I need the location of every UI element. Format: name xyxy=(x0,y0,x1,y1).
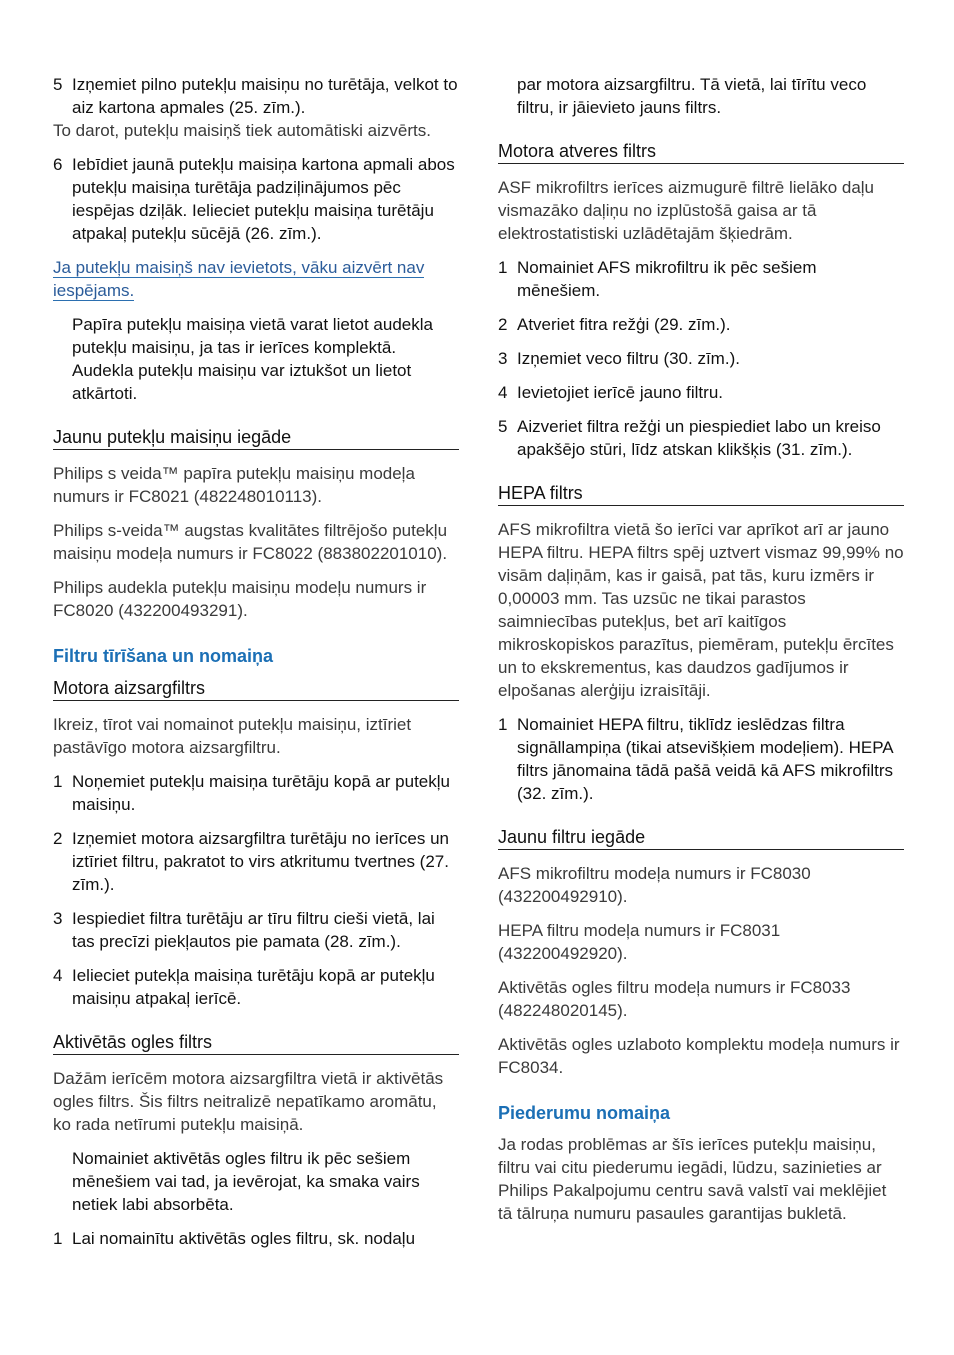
outlet-step-3 xyxy=(498,347,904,370)
outlet-step-4 xyxy=(498,381,904,404)
motor-filter-intro: Ikreiz, tīrot vai nomainot putekļu maisiņu, iztīriet pastāvīgo motora aizsargfiltru. xyxy=(53,715,412,757)
hepa-step-1 xyxy=(498,713,904,805)
step-text: Atveriet fitra režģi (29. zīm.). xyxy=(517,315,731,334)
outlet-filter-intro: ASF mikrofiltrs ierīces aizmugurē filtrē lielāko daļu vismazāko daļiņu no izplūstošā gaisa ar tā elektrostatistiski uzlādētajām šķiedrām. xyxy=(498,178,875,243)
step-number: 4 xyxy=(498,383,508,402)
step-number: 3 xyxy=(498,349,508,368)
motor-step-3 xyxy=(53,907,459,953)
outlet-step-5 xyxy=(498,415,904,461)
step-text: Nomainiet HEPA filtru, tiklīdz ieslēdzas filtra signāllampiņa (tikai atsevišķiem modeļiem). HEPA filtrs jānomaina tādā pašā veidā kā AFS mikrofiltrs (32. zīm.). xyxy=(517,715,894,803)
step-text: Ielieciet putekļa maisiņa turētāju kopā ar putekļu maisiņu atpakaļ ierīcē. xyxy=(72,966,435,1008)
accessories-text: Ja rodas problēmas ar šīs ierīces putekļu maisiņu, filtru vai citu piederumu iegādi, lūdzu, sazinieties ar Philips Pakalpojumu centru savā valstī vai meklējiet tā tālruņa numuru pasaules garantijas bukletā. xyxy=(498,1135,887,1223)
step-number: 1 xyxy=(498,715,508,734)
bag-auto-close-text: To darot, putekļu maisiņš tiek automātiski aizvērts. xyxy=(53,121,431,140)
step-text: Ievietojiet ierīcē jauno filtru. xyxy=(517,383,723,402)
step-number: 1 xyxy=(498,258,508,277)
warning-underlined: Ja putekļu maisiņš nav ievietots, vāku aizvērt nav iespējams. xyxy=(53,258,425,300)
left-column xyxy=(53,73,459,1261)
step-number: 4 xyxy=(53,966,63,985)
step-text: Aizveriet filtra režģi un piespiediet labo un kreiso apakšējo stūri, līdz atskan klikšķis (31. zīm.). xyxy=(517,417,881,459)
section-title-accessories: Piederumu nomaiņa xyxy=(498,1103,671,1123)
motor-step-1 xyxy=(53,770,459,816)
step-text: Izņemiet motora aizsargfiltra turētāju no ierīces un iztīriet filtru, pakratot to virs atkritumu tvertnes (27. zīm.). xyxy=(72,829,450,894)
step-text: Izņemiet pilno putekļu maisiņu no turētāja, velkot to aiz kartona apmales (25. zīm.). xyxy=(72,75,458,117)
bag-model-1: Philips s veida™ papīra putekļu maisiņu modeļa numurs ir FC8021 (482248010113). xyxy=(53,464,415,506)
step-text: Iespiediet filtra turētāju ar tīru filtru cieši vietā, lai tas precīzi piekļautos pie pamata (28. zīm.). xyxy=(72,909,435,951)
step-number: 2 xyxy=(53,829,63,848)
step-number: 1 xyxy=(53,1229,63,1248)
heading-hepa-filter: HEPA filtrs xyxy=(498,481,904,506)
carbon-step-continuation: par motora aizsargfiltru. Tā vietā, lai tīrītu veco filtru, ir jāievieto jauns filtrs. xyxy=(517,75,867,117)
step-number: 3 xyxy=(53,909,63,928)
motor-step-4 xyxy=(53,964,459,1010)
filter-model-1: AFS mikrofiltru modeļa numurs ir FC8030 (432200492910). xyxy=(498,864,811,906)
filter-model-2: HEPA filtru modeļa numurs ir FC8031 (432200492920). xyxy=(498,921,781,963)
outlet-step-2 xyxy=(498,313,904,336)
heading-carbon-filter: Aktivētās ogles filtrs xyxy=(53,1030,459,1055)
carbon-filter-note: Nomainiet aktivētās ogles filtru ik pēc sešiem mēnešiem vai tad, ja ievērojat, ka smaka vairs netiek labi absorbēta. xyxy=(72,1149,420,1214)
motor-step-2 xyxy=(53,827,459,896)
step-number: 5 xyxy=(498,417,508,436)
heading-outlet-filter: Motora atveres filtrs xyxy=(498,139,904,164)
step-remove-bag xyxy=(53,73,459,119)
step-number: 1 xyxy=(53,772,63,791)
step-insert-bag xyxy=(53,153,459,245)
carbon-filter-intro: Dažām ierīcēm motora aizsargfiltra vietā ir aktivētās ogles filtrs. Šis filtrs neitralizē nepatīkamo aromātu, ko rada netīrumi putekļu maisiņā. xyxy=(53,1069,444,1134)
step-text: Noņemiet putekļu maisiņa turētāju kopā ar putekļu maisiņu. xyxy=(72,772,450,814)
section-title-filters: Filtru tīrīšana un nomaiņa xyxy=(53,646,274,666)
bag-model-2: Philips s-veida™ augstas kvalitātes filtrējošo putekļu maisiņu modeļa numurs ir FC8022 (883802201010). xyxy=(53,521,448,563)
bag-model-3: Philips audekla putekļu maisiņu modeļu numurs ir FC8020 (432200493291). xyxy=(53,578,427,620)
heading-buy-bags: Jaunu putekļu maisiņu iegāde xyxy=(53,425,459,450)
warning-text xyxy=(53,256,459,302)
carbon-step-1 xyxy=(53,1227,459,1250)
heading-buy-filters: Jaunu filtru iegāde xyxy=(498,825,904,850)
filter-model-3: Aktivētās ogles filtru modeļa numurs ir FC8033 (482248020145). xyxy=(498,978,851,1020)
step-text: Lai nomainītu aktivētās ogles filtru, sk. nodaļu xyxy=(72,1229,416,1248)
step-number: 2 xyxy=(498,315,508,334)
cloth-bag-note: Papīra putekļu maisiņa vietā varat lietot audekla putekļu maisiņu, ja tas ir ierīces komplektā. Audekla putekļu maisiņu var iztukšot un lietot atkārtoti. xyxy=(72,315,433,403)
heading-motor-filter: Motora aizsargfiltrs xyxy=(53,676,459,701)
step-number: 5 xyxy=(53,75,63,94)
outlet-step-1 xyxy=(498,256,904,302)
step-text: Izņemiet veco filtru (30. zīm.). xyxy=(517,349,740,368)
step-text: Nomainiet AFS mikrofiltru ik pēc sešiem mēnešiem. xyxy=(517,258,817,300)
step-number: 6 xyxy=(53,155,63,174)
step-text: Iebīdiet jaunā putekļu maisiņa kartona apmali abos putekļu maisiņa turētāja padziļinājumos pēc iespējas dziļāk. Ielieciet putekļu maisiņa turētāju atpakaļ putekļu sūcējā (26. zīm.). xyxy=(72,155,455,243)
hepa-filter-intro: AFS mikrofiltra vietā šo ierīci var aprīkot arī ar jauno HEPA filtru. HEPA filtrs spēj uztvert vismaz 99,99% no visām daļiņām, kas ir gaisā, pat tās, kuru izmērs ir 0,00003 mm. Tas uzsūc ne tikai parastos saimniecības putekļus, bet arī kaitīgos mikroskopiskos parazītus, piemēram, putekļu ērcītes un to ekskrementus, kas daudzos gadījumos ir elpošanas alerģiju izraisītāji. xyxy=(498,520,904,700)
filter-model-4: Aktivētās ogles uzlaboto komplektu modeļa numurs ir FC8034. xyxy=(498,1035,900,1077)
right-column xyxy=(498,73,904,1236)
